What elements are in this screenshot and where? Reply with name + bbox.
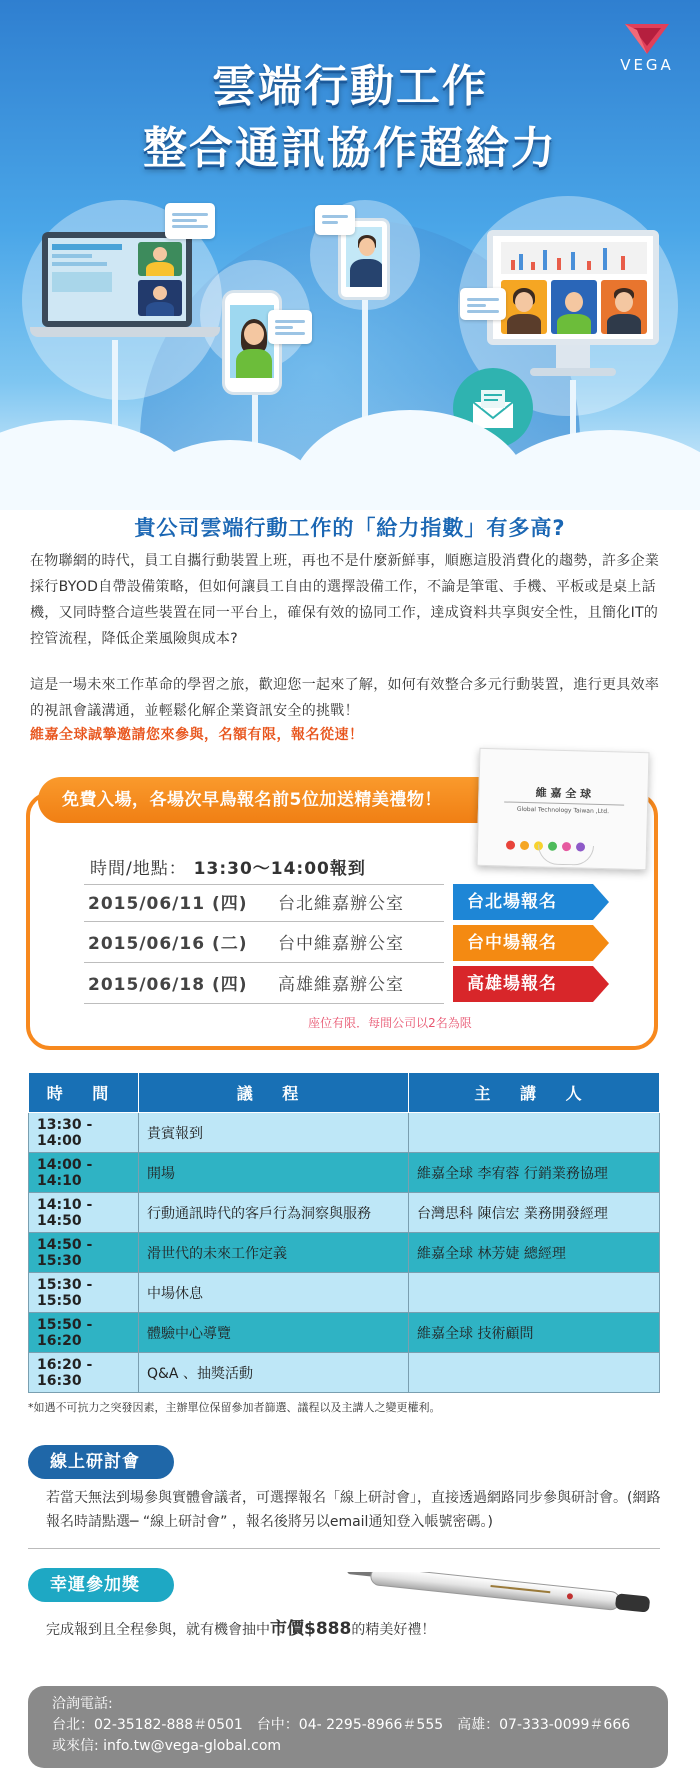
row-topic: 貴賓報到 — [139, 1113, 409, 1153]
free-entry-banner: 免費入場，各場次早鳥報名前5位加送精美禮物！ — [38, 777, 558, 823]
chat-bubble-icon — [315, 205, 355, 235]
row-speaker — [409, 1113, 660, 1153]
table-row — [29, 1153, 660, 1193]
taipei-register-button[interactable]: 台北場報名 — [453, 884, 593, 920]
table-row — [29, 1233, 660, 1273]
session-row-taichung — [84, 925, 444, 963]
row-speaker: 維嘉全球 林芳婕 總經理 — [409, 1233, 660, 1273]
row-time: 14:10 - 14:50 — [29, 1193, 139, 1233]
gift-card-title: 維 嘉 全 球 — [535, 786, 592, 801]
chat-bubble-icon — [268, 310, 312, 344]
row-speaker: 台灣思科 陳信宏 業務開發經理 — [409, 1193, 660, 1233]
session-location: 高雄維嘉辦公室 — [278, 975, 404, 995]
taichung-register-button[interactable]: 台中場報名 — [453, 925, 593, 961]
table-row — [29, 1113, 660, 1153]
header-topic: 議 程 — [139, 1073, 409, 1113]
row-speaker: 維嘉全球 李宥蓉 行銷業務協理 — [409, 1153, 660, 1193]
monitor-graphic — [487, 230, 659, 345]
lucky-draw-label: 幸運參加獎 — [28, 1568, 174, 1602]
laptop-graphic — [42, 232, 192, 327]
row-topic: Q&A 、抽獎活動 — [139, 1353, 409, 1393]
row-topic: 體驗中心導覽 — [139, 1313, 409, 1353]
agenda-table — [28, 1072, 660, 1393]
session-date: 2015/06/11 (四) — [88, 894, 248, 914]
header-time: 時 間 — [29, 1073, 139, 1113]
lucky-draw-text — [46, 1614, 435, 1639]
contact-phones: 台北：02-35182-888＃0501 台中：04- 2295-8966＃555 高雄：07-333-0099＃666 — [52, 1717, 631, 1733]
row-time: 15:30 - 15:50 — [29, 1273, 139, 1313]
contact-phone-label: 洽詢電話: — [52, 1696, 113, 1712]
hero-title-line2: 整合通訊協作超給力 — [143, 123, 557, 174]
agenda-footnote: *如遇不可抗力之突發因素，主辦單位保留參加者篩選、議程以及主講人之變更權利。 — [28, 1401, 441, 1414]
invite-text: 維嘉全球誠摯邀請您來參與，名額有限，報名從速！ — [30, 727, 364, 743]
contact-box — [28, 1686, 668, 1768]
section-subtitle: 貴公司雲端行動工作的「給力指數」有多高? — [134, 516, 566, 540]
hero-banner — [0, 0, 700, 510]
table-row — [29, 1353, 660, 1393]
table-row — [29, 1273, 660, 1313]
row-topic: 開場 — [139, 1153, 409, 1193]
online-seminar-text: 若當天無法到場參與實體會議者，可選擇報名「線上研討會」，直接透過網路同步參與研討會。(網路報名時請點選─ “線上研討會” ，報名後將另以email通知登入帳號密碼。) — [46, 1490, 661, 1530]
hero-title-line1: 雲端行動工作 — [212, 61, 488, 112]
row-time: 16:20 - 16:30 — [29, 1353, 139, 1393]
intro-paragraph-2: 這是一場未來工作革命的學習之旅，歡迎您一起來了解，如何有效整合多元行動裝置，進行更具效率的視訊會議溝通，並輕鬆化解企業資訊安全的挑戰！ — [30, 677, 660, 719]
online-seminar-label: 線上研討會 — [28, 1445, 174, 1479]
session-date: 2015/06/18 (四) — [88, 975, 248, 995]
chat-bubble-icon — [460, 288, 506, 320]
row-speaker — [409, 1353, 660, 1393]
lucky-text-after: 的精美好禮！ — [351, 1622, 436, 1638]
table-row — [29, 1313, 660, 1353]
monitor-stand — [556, 345, 590, 369]
session-row-taipei — [84, 884, 444, 922]
laser-pen-icon — [340, 1572, 660, 1612]
row-speaker: 維嘉全球 技術顧問 — [409, 1313, 660, 1353]
row-time: 14:00 - 14:10 — [29, 1153, 139, 1193]
contact-email[interactable]: 或來信: info.tw@vega-global.com — [52, 1738, 282, 1754]
kaohsiung-register-button[interactable]: 高雄場報名 — [453, 966, 593, 1002]
session-location: 台中維嘉辦公室 — [278, 934, 404, 954]
session-location: 台北維嘉辦公室 — [278, 894, 404, 914]
monitor-foot — [530, 368, 616, 376]
row-topic: 滑世代的未來工作定義 — [139, 1233, 409, 1273]
row-time: 14:50 - 15:30 — [29, 1233, 139, 1273]
time-location — [90, 854, 366, 879]
gift-card-subtitle: Global Technology Taiwan ,Ltd. — [516, 805, 610, 816]
row-time: 15:50 - 16:20 — [29, 1313, 139, 1353]
gift-card-image — [476, 748, 649, 870]
divider — [28, 1548, 660, 1549]
row-time: 13:30 - 14:00 — [29, 1113, 139, 1153]
lucky-prize-value: 市價$888 — [270, 1619, 352, 1639]
row-topic: 行動通訊時代的客戶行為洞察與服務 — [139, 1193, 409, 1233]
chat-bubble-icon — [165, 203, 215, 239]
checkin-time: 13:30～14:00報到 — [193, 859, 366, 879]
time-location-label: 時間/地點： — [90, 859, 187, 879]
session-date: 2015/06/16 (二) — [88, 934, 248, 954]
session-row-kaohsiung — [84, 966, 444, 1004]
laptop-base — [30, 327, 220, 337]
intro-paragraph-1: 在物聯網的時代，員工自攜行動裝置上班，再也不是什麼新鮮事，順應這股消費化的趨勢，許多企業採行BYOD自帶設備策略，但如何讓員工自由的選擇設備工作，不論是筆電、手機、平板或是桌上話機，又同時整合這些裝置在同一平台上，確保有效的協同工作，達成資料共享與安全性，且簡化IT的控管流程，降低企業風險與成本? — [30, 553, 660, 647]
logo-text: VEGA — [620, 56, 674, 74]
row-speaker — [409, 1273, 660, 1313]
seat-limit-note: 座位有限．每間公司以2名為限 — [308, 1016, 472, 1030]
table-row — [29, 1193, 660, 1233]
lucky-text-before: 完成報到且全程參與，就有機會抽中 — [46, 1622, 270, 1638]
header-speaker: 主 講 人 — [409, 1073, 660, 1113]
row-topic: 中場休息 — [139, 1273, 409, 1313]
